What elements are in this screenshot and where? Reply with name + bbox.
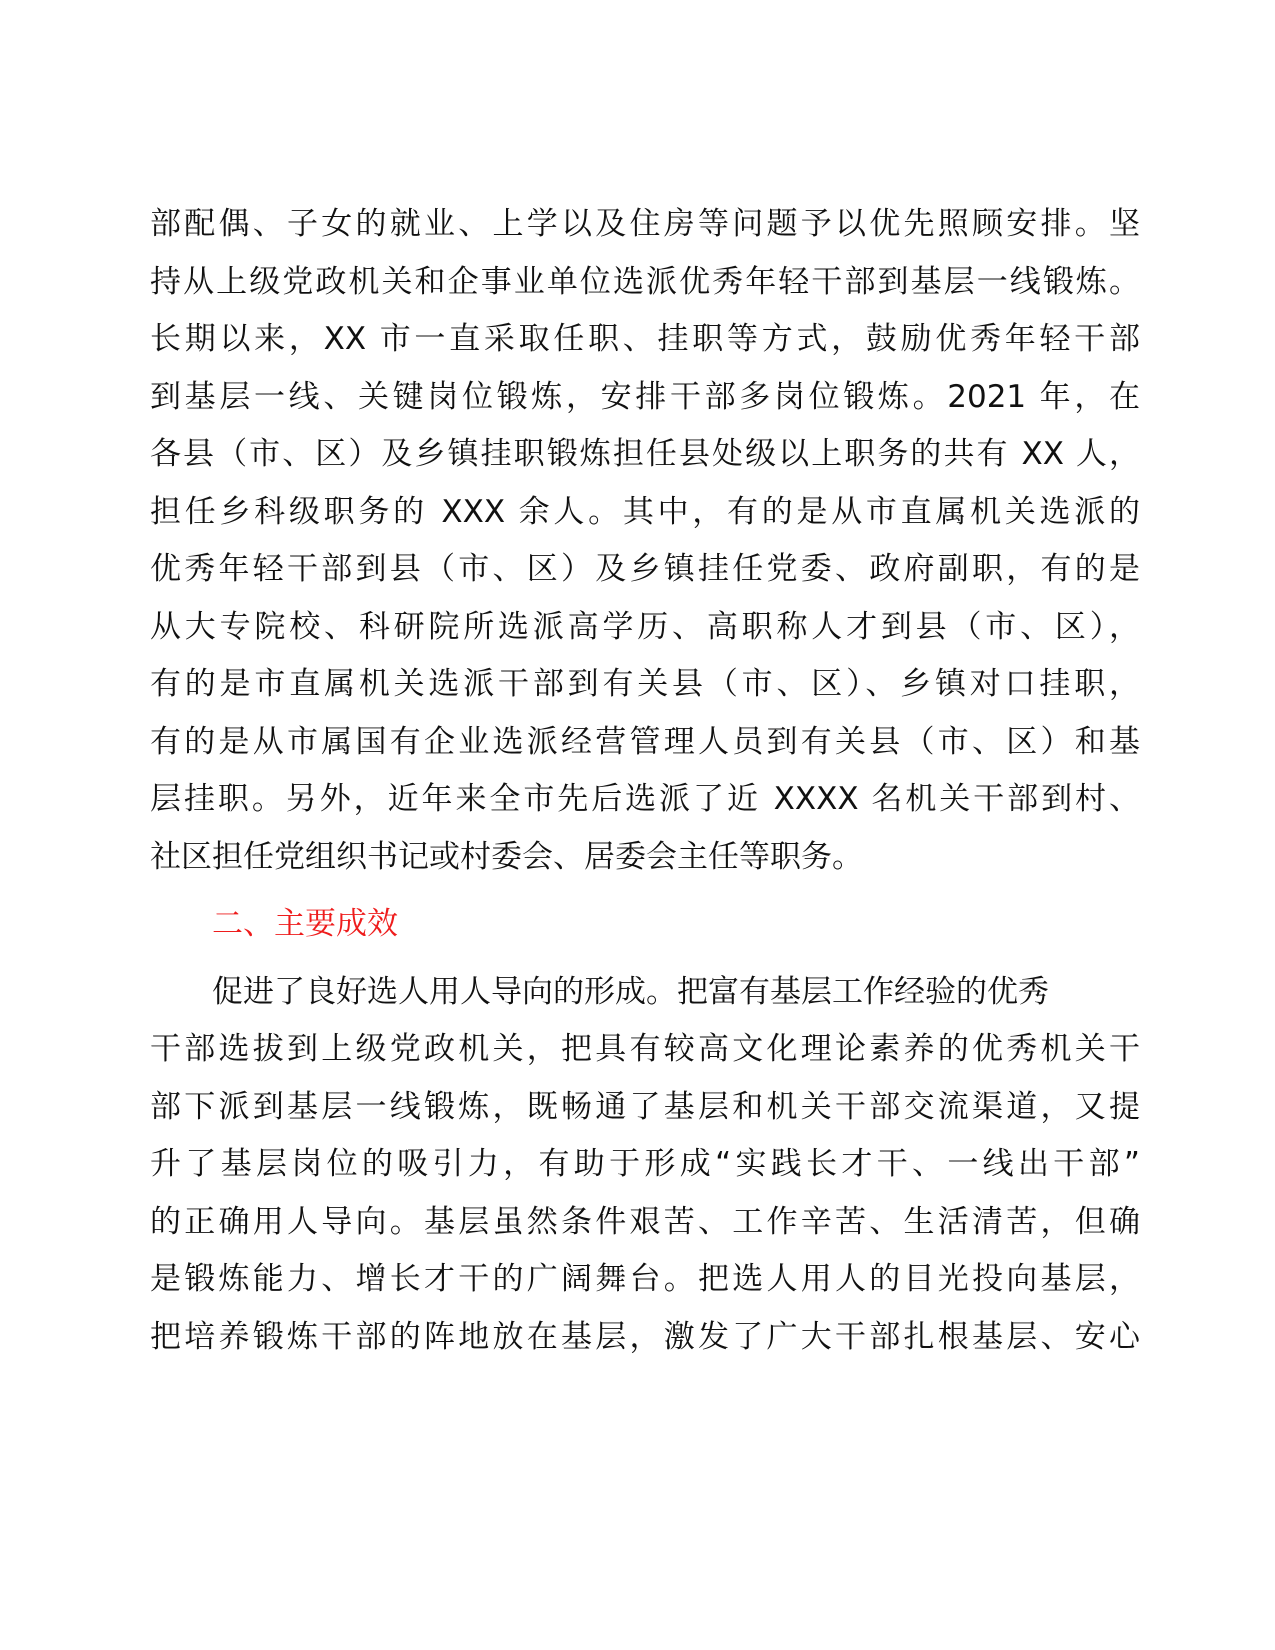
text-line: 有的是市直属机关选派干部到有关县（市、区）、乡镇对口挂职， <box>150 666 1140 702</box>
text-line: 升了基层岗位的吸引力，有助于形成“实践长才干、一线出干部” <box>150 1146 1140 1182</box>
section-spacer <box>150 954 1140 964</box>
text-line: 社区担任党组织书记或村委会、居委会主任等职务。 <box>150 838 863 875</box>
text-line: 持从上级党政机关和企事业单位选派优秀年轻干部到基层一线锻炼。 <box>150 263 1140 300</box>
text-line: 是锻炼能力、增长才干的广阔舞台。把选人用人的目光投向基层， <box>150 1261 1140 1297</box>
text-line-first: 促进了良好选人用人导向的形成。把富有基层工作经验的优秀 <box>212 973 1049 1010</box>
text-line: 长期以来，XX 市一直采取任职、挂职等方式，鼓励优秀年轻干部 <box>150 321 1140 357</box>
section-spacer <box>150 886 1140 896</box>
paragraph-continued <box>150 196 1140 886</box>
text-line: 干部选拔到上级党政机关，把具有较高文化理论素养的优秀机关干 <box>150 1031 1140 1067</box>
text-line: 有的是从市属国有企业选派经营管理人员到有关县（市、区）和基 <box>150 723 1140 760</box>
text-line: 到基层一线、关键岗位锻炼，安排干部多岗位锻炼。2021 年，在 <box>150 378 1140 415</box>
text-line: 的正确用人导向。基层虽然条件艰苦、工作辛苦、生活清苦，但确 <box>150 1203 1140 1240</box>
text-line: 各县（市、区）及乡镇挂职锻炼担任县处级以上职务的共有 XX 人， <box>150 436 1140 472</box>
section-heading: 二、主要成效 <box>212 906 398 942</box>
text-line: 部配偶、子女的就业、上学以及住房等问题予以优先照顾安排。坚 <box>150 206 1140 242</box>
text-line: 担任乡科级职务的 XXX 余人。其中，有的是从市直属机关选派的 <box>150 493 1140 530</box>
text-line: 把培养锻炼干部的阵地放在基层，激发了广大干部扎根基层、安心 <box>150 1318 1140 1355</box>
text-line: 层挂职。另外，近年来全市先后选派了近 XXXX 名机关干部到村、 <box>150 781 1140 817</box>
text-line: 从大专院校、科研院所选派高学历、高职称人才到县（市、区）， <box>150 608 1140 645</box>
text-line: 优秀年轻干部到县（市、区）及乡镇挂任党委、政府副职，有的是 <box>150 551 1140 587</box>
document-body <box>150 196 1140 1366</box>
paragraph <box>150 964 1140 1367</box>
text-line: 部下派到基层一线锻炼，既畅通了基层和机关干部交流渠道，又提 <box>150 1088 1140 1125</box>
